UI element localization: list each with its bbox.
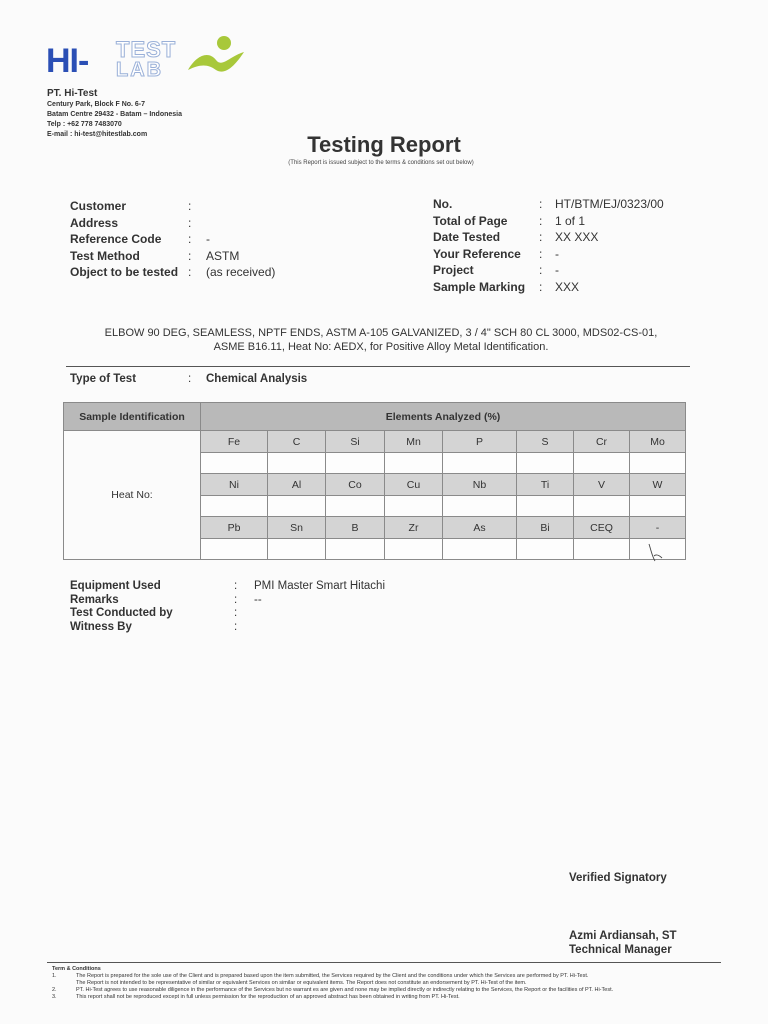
element-symbol: Fe bbox=[201, 431, 268, 453]
equipment-row-remarks: Remarks : -- bbox=[70, 593, 262, 606]
info-row-total-page: Total of Page : 1 of 1 bbox=[433, 213, 586, 228]
element-symbol: P bbox=[443, 431, 517, 453]
element-symbol: C bbox=[268, 431, 326, 453]
report-subtitle: (This Report is issued subject to the terms & conditions set out below) bbox=[288, 160, 474, 166]
equipment-label: Witness By bbox=[70, 620, 132, 633]
element-symbol: Bi bbox=[517, 517, 574, 539]
element-symbol: W bbox=[630, 474, 686, 496]
header-elements-analyzed: Elements Analyzed (%) bbox=[201, 403, 686, 431]
value-cell bbox=[630, 453, 686, 474]
element-symbol: Cu bbox=[385, 474, 443, 496]
info-row-your-reference: Your Reference : - bbox=[433, 246, 559, 261]
info-value: - bbox=[555, 263, 559, 278]
info-row-date-tested: Date Tested : XX XXX bbox=[433, 230, 599, 245]
element-symbol: B bbox=[326, 517, 385, 539]
element-symbol: Al bbox=[268, 474, 326, 496]
value-cell bbox=[385, 453, 443, 474]
info-label: Project bbox=[433, 263, 474, 278]
element-symbol: Si bbox=[326, 431, 385, 453]
info-left-block bbox=[70, 198, 275, 281]
element-symbol: Mn bbox=[385, 431, 443, 453]
info-label: Your Reference bbox=[433, 246, 521, 261]
element-symbol: As bbox=[443, 517, 517, 539]
phone-line: Telp : +62 778 7483070 bbox=[47, 121, 122, 128]
elements-table bbox=[63, 402, 686, 560]
item-description bbox=[70, 326, 692, 354]
address-line: Century Park, Block F No. 6-7 bbox=[47, 101, 146, 108]
value-cell bbox=[385, 496, 443, 517]
equipment-row-witness-by: Witness By : bbox=[70, 620, 238, 633]
info-label: No. bbox=[433, 197, 453, 211]
value-cell bbox=[326, 453, 385, 474]
element-symbol: Cr bbox=[574, 431, 630, 453]
info-right-block bbox=[433, 196, 664, 296]
equipment-row-conducted-by: Test Conducted by : bbox=[70, 607, 238, 619]
value-cell bbox=[574, 539, 630, 560]
type-of-test-row: Type of Test : Chemical Analysis bbox=[70, 373, 308, 385]
report-title: Testing Report bbox=[307, 132, 461, 157]
logo-bottom-text: LAB bbox=[116, 59, 164, 81]
divider bbox=[66, 366, 690, 367]
element-symbol: Sn bbox=[268, 517, 326, 539]
equipment-row-equipment-used: Equipment Used : PMI Master Smart Hitachi bbox=[70, 580, 385, 592]
info-label: Reference Code bbox=[70, 232, 162, 247]
company-logo bbox=[46, 34, 256, 86]
info-label: Customer bbox=[70, 199, 127, 213]
value-cell bbox=[443, 496, 517, 517]
info-row-object: Object to be tested : (as received) bbox=[70, 265, 276, 280]
info-value: XX XXX bbox=[555, 230, 599, 245]
term-item: 1. The Report is prepared for the sole use of the Client and is prepared based upon the item submitted, the Services required by the Client and the conditions under which the Services are performed by PT. Hi-Test. bbox=[52, 973, 589, 979]
info-row-reference-code: Reference Code : - bbox=[70, 232, 210, 247]
value-cell bbox=[574, 453, 630, 474]
pen-mark-icon bbox=[646, 542, 666, 564]
info-row-project: Project : - bbox=[433, 263, 559, 278]
info-value: - bbox=[206, 232, 210, 247]
signatory-name: Azmi Ardiansah, ST bbox=[569, 930, 677, 942]
info-label: Total of Page bbox=[433, 213, 508, 228]
equipment-value: -- bbox=[254, 593, 262, 606]
term-item: 3. This report shall not be reproduced except in full unless permission for the reproduction of an approved abstract has been obtained in writing from PT. Hi-Test. bbox=[52, 994, 460, 1000]
description-line: ELBOW 90 DEG, SEAMLESS, NPTF ENDS, ASTM A-105 GALVANIZED, 3 / 4" SCH 80 CL 3000, MDS02-CS-01, bbox=[104, 327, 658, 339]
element-symbol: Pb bbox=[201, 517, 268, 539]
info-value: HT/BTM/EJ/0323/00 bbox=[555, 197, 664, 211]
value-cell bbox=[268, 539, 326, 560]
info-row-no: No. : HT/BTM/EJ/0323/00 bbox=[433, 197, 664, 211]
element-symbol: Ti bbox=[517, 474, 574, 496]
sample-cell: Heat No: bbox=[64, 431, 201, 560]
value-cell bbox=[326, 496, 385, 517]
value-cell bbox=[385, 539, 443, 560]
element-symbol: Zr bbox=[385, 517, 443, 539]
terms-divider bbox=[47, 962, 721, 963]
info-label: Sample Marking bbox=[433, 279, 526, 294]
term-item: The Report is not intended to be representative of similar or equivalent Services on similar or equivalent items. The Report does not constitute an endorsement by PT. Hi-Test of the item. bbox=[76, 980, 527, 986]
info-row-sample-marking: Sample Marking : XXX bbox=[433, 279, 580, 294]
element-symbol: Ni bbox=[201, 474, 268, 496]
equipment-label: Remarks bbox=[70, 593, 119, 606]
terms-title: Term & Conditions bbox=[52, 966, 101, 972]
value-cell bbox=[517, 496, 574, 517]
term-item: 2. PT. Hi-Test agrees to use reasonable diligence in the performance of the Services but no warrant es are given and none may be implied directly or indirectly relating to the Services, the Report or the facilities of PT. Hi-Test. bbox=[52, 987, 614, 993]
info-value: - bbox=[555, 246, 559, 261]
equipment-block bbox=[70, 580, 385, 634]
value-cell bbox=[630, 496, 686, 517]
info-row-test-method: Test Method : ASTM bbox=[70, 248, 240, 263]
verified-signatory-label: Verified Signatory bbox=[569, 872, 667, 884]
person-swoosh-icon bbox=[186, 34, 248, 80]
equipment-value: PMI Master Smart Hitachi bbox=[254, 580, 385, 592]
description-line: ASME B16.11, Heat No: AEDX, for Positive Alloy Metal Identification. bbox=[213, 341, 549, 353]
header-sample-identification: Sample Identification bbox=[64, 403, 201, 431]
info-value: (as received) bbox=[206, 265, 276, 280]
email-line: E-mail : hi-test@hitestlab.com bbox=[47, 131, 148, 138]
value-cell bbox=[201, 453, 268, 474]
info-value: XXX bbox=[555, 279, 580, 294]
info-row-address: Address : bbox=[70, 215, 192, 230]
type-of-test-value: Chemical Analysis bbox=[206, 373, 308, 385]
info-row-customer: Customer : bbox=[70, 199, 192, 213]
terms-and-conditions bbox=[52, 966, 722, 1001]
element-symbol: - bbox=[630, 517, 686, 539]
info-label: Address bbox=[70, 215, 119, 230]
type-of-test-label: Type of Test bbox=[70, 373, 137, 385]
value-cell bbox=[201, 496, 268, 517]
equipment-label: Test Conducted by bbox=[70, 607, 173, 619]
company-name: PT. Hi-Test bbox=[47, 88, 98, 99]
value-cell bbox=[517, 453, 574, 474]
value-cell bbox=[443, 453, 517, 474]
value-cell bbox=[268, 496, 326, 517]
element-symbol: Co bbox=[326, 474, 385, 496]
signatory-block bbox=[569, 929, 677, 957]
element-symbol: Mo bbox=[630, 431, 686, 453]
value-cell bbox=[268, 453, 326, 474]
info-label: Test Method bbox=[70, 248, 140, 263]
element-symbol: Nb bbox=[443, 474, 517, 496]
address-line: Batam Centre 29432 - Batam – Indonesia bbox=[47, 111, 182, 118]
info-value: 1 of 1 bbox=[555, 213, 586, 228]
value-cell bbox=[201, 539, 268, 560]
element-symbol: CEQ bbox=[574, 517, 630, 539]
value-cell bbox=[326, 539, 385, 560]
value-cell bbox=[443, 539, 517, 560]
logo-main-text: HI- bbox=[46, 42, 89, 80]
info-label: Date Tested bbox=[433, 230, 501, 245]
value-cell bbox=[517, 539, 574, 560]
logo-top-text: TEST bbox=[116, 37, 177, 62]
equipment-label: Equipment Used bbox=[70, 580, 161, 592]
signatory-position: Technical Manager bbox=[569, 944, 672, 956]
info-label: Object to be tested bbox=[70, 265, 179, 280]
element-symbol: V bbox=[574, 474, 630, 496]
element-symbol: S bbox=[517, 431, 574, 453]
value-cell bbox=[574, 496, 630, 517]
info-value: ASTM bbox=[206, 248, 240, 263]
